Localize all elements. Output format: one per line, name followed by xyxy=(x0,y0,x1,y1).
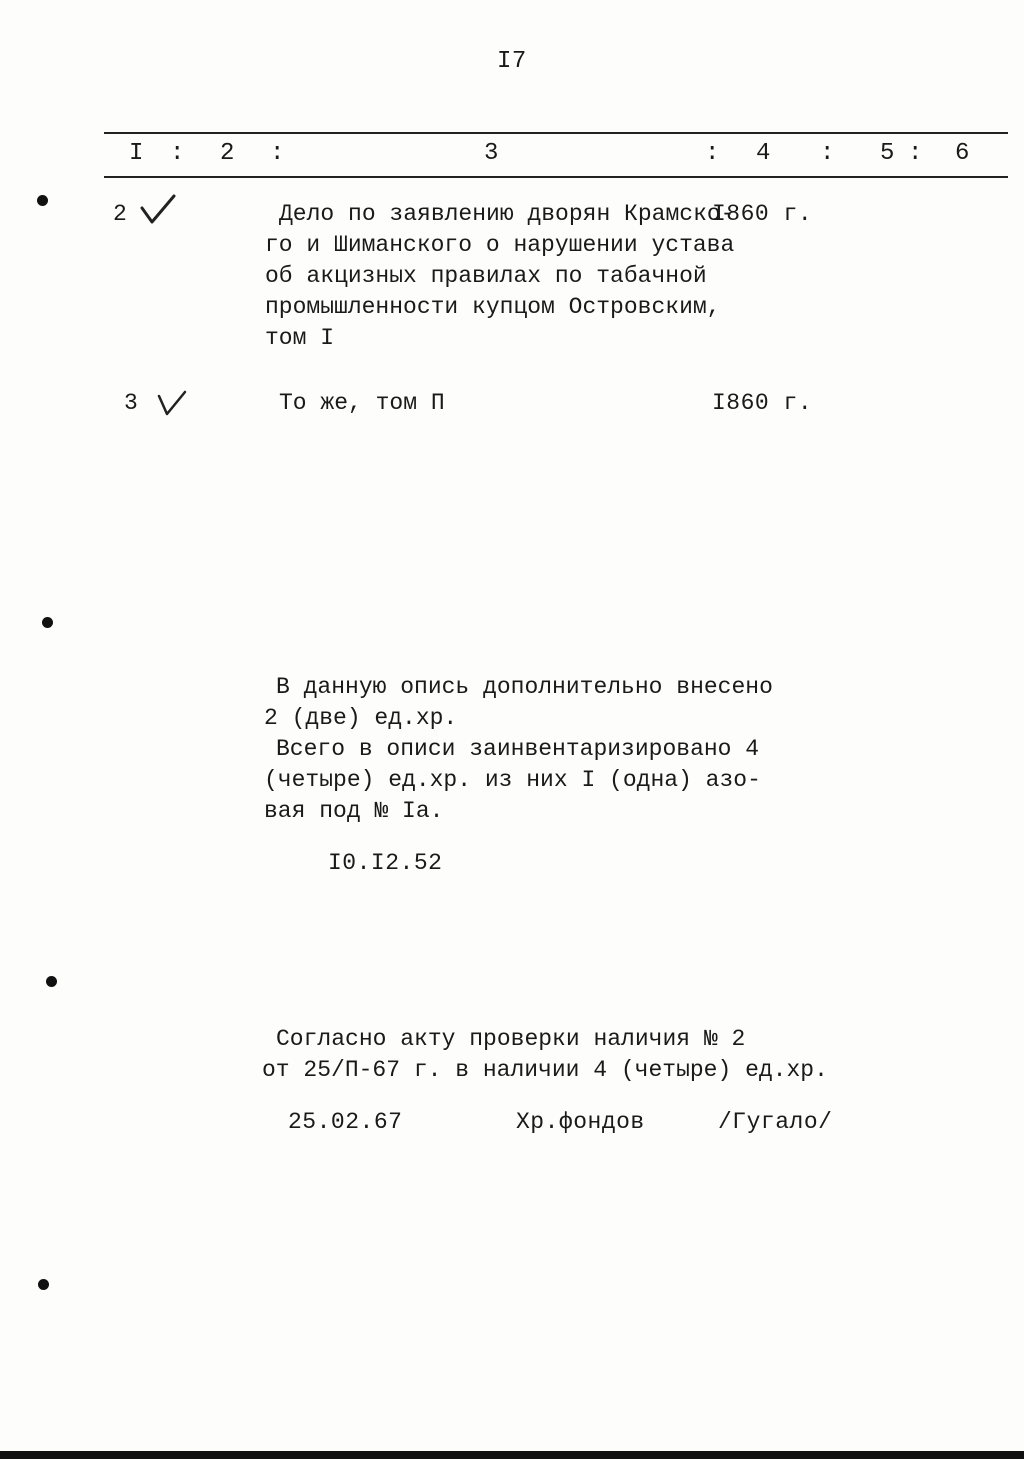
row-year: I860 г. xyxy=(712,201,813,227)
note-line: Согласно акту проверки наличия № 2 xyxy=(276,1026,746,1052)
binding-hole xyxy=(37,195,48,206)
header-col-4: 4 xyxy=(756,140,771,167)
header-col-3: 3 xyxy=(484,140,499,167)
header-top-rule xyxy=(104,132,1008,134)
row-number: 2 xyxy=(113,201,128,227)
verification-date: 25.02.67 xyxy=(288,1109,403,1135)
description-line: об акцизных правилах по табачной xyxy=(265,263,707,289)
header-sep: : xyxy=(908,140,923,167)
scan-bottom-edge xyxy=(0,1451,1024,1459)
header-col-1: I xyxy=(129,140,144,167)
keeper-signature: /Гугало/ xyxy=(718,1109,833,1135)
keeper-position: Хр.фондов xyxy=(516,1109,645,1135)
description-line: То же, том П xyxy=(279,390,445,416)
note-line: В данную опись дополнительно внесено xyxy=(276,674,773,700)
note-line: (четыре) ед.хр. из них I (одна) азо- xyxy=(264,767,761,793)
description-line: го и Шиманского о нарушении устава xyxy=(265,232,735,258)
note-line: Всего в описи заинвентаризировано 4 xyxy=(276,736,760,762)
header-bottom-rule xyxy=(104,176,1008,178)
note-line: от 25/П-67 г. в наличии 4 (четыре) ед.хр. xyxy=(262,1057,828,1083)
header-col-2: 2 xyxy=(220,140,235,167)
description-line: том I xyxy=(265,325,335,351)
row-number: 3 xyxy=(124,390,139,416)
binding-hole xyxy=(46,976,57,987)
row-description xyxy=(279,388,445,419)
row-year: I860 г. xyxy=(712,390,813,416)
note-date: I0.I2.52 xyxy=(328,850,443,876)
checkmark-icon xyxy=(138,192,178,228)
note-line: 2 (две) ед.хр. xyxy=(264,705,458,731)
header-sep: : xyxy=(170,140,185,167)
header-sep: : xyxy=(705,140,720,167)
header-sep: : xyxy=(270,140,285,167)
note-line: вая под № Iа. xyxy=(264,798,444,824)
verification-note xyxy=(262,1024,828,1086)
description-line: Дело по заявлению дворян Крамско- xyxy=(279,201,735,227)
description-line: промышленности купцом Островским, xyxy=(265,294,721,320)
header-sep: : xyxy=(820,140,835,167)
binding-hole xyxy=(42,617,53,628)
checkmark-icon xyxy=(155,388,189,418)
header-col-6: 6 xyxy=(955,140,970,167)
page-number: I7 xyxy=(497,48,527,75)
row-description xyxy=(265,199,734,354)
addition-note xyxy=(264,672,773,827)
binding-hole xyxy=(38,1279,49,1290)
header-col-5: 5 xyxy=(880,140,895,167)
